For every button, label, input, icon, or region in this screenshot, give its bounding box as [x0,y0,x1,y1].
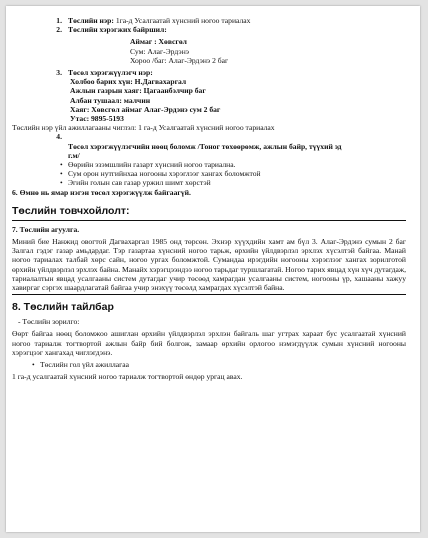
list-item: • Сум орон нутгийнхаа ногооны хэрэглээг хангах боломжтой [40,169,406,178]
implementer-address: Хаяг: Хөвсгөл аймаг Алаг-Эрдэнэ сум 2 баг [70,104,221,114]
item-resources-text: Төсөл хэрэгжүүлэгчийн нөөц боломж /Тоног төхөөрөмж, ажлын байр, түүхий эд [68,141,342,151]
item-project-name: 1. Төслийн нэр: 1га-д Усалгаатай хүнсний ногоо тариалах [56,16,251,25]
implementer-position: Албан тушаал: малчин [70,95,151,105]
goal-label: - Төслийн зорилго: [18,317,80,327]
list-item: • Эгийн голын сав газар уржил шимт хөрстэй [40,178,406,187]
final-line: 1 га-д усалгаатай хүнсний ногоо тариалж тогтвортой өндөр ургац авах. [12,372,243,382]
list-item: • Өөрийн эзэмшлийн газарт хүнсний ногоо тариална. [40,160,406,169]
document-page [6,6,420,532]
implementer-phone: Утас: 9895-5193 [70,114,124,124]
section-summary-heading: Төслийн товчхойлолт: [12,204,130,217]
divider [12,220,406,221]
subsection-content-heading: 7. Төслийн агуулга. [12,224,80,234]
divider [12,294,406,295]
section-explanation-heading: 8. Төслийн тайлбар [12,301,114,314]
content-paragraph: Миний бие Нанжид овогтой Дагвахаргал 1985 онд төрсөн. Эхнэр хүүхдийн хамт ам бүл 3. Алаг-Эрдэнэ сумын 2 баг Залгал гэдэг газар амьдардаг. Тэр газартаа хүнсний ногоо тарьж, өрхийн үйлдвэрлэл эрхлэх хүсэлтэй байгаа. Манай ногоо тариалах талбай хөрс сайн, ногоо ургах боломжтой. Сумандаа ирэгдийн ногооны хэрэглээг хангах зорилготой өрхийн үйлдвэрлэл эрхлэх байна. Манайх хэрэгцээндээ ногоо тарьдаг туршлагатай. Ногоо тарих явцад хүн хүч дутагдаж, тариалалтын явцад усалгааны систем дутагдаг учир төсөөд хамрагдан усалгааны систем, ногооны үр, хашааны хажуу хавиргаг сэргэх шаардлагатай байгаа учир энэхүү төсөлд хамрагдах хүсэлтэй байна. [12,237,406,293]
item-implementer: 3. Төсөл хэрэгжүүлэгч нэр: [56,68,153,78]
item-resources-num: 4. [56,132,62,142]
item-previous-projects: 6. Өмнө нь ямар нэгэн төсөл хэрэгжүүлж байгаагүй. [12,187,191,197]
implementer-workplace: Ажлын газрын хаяг: Цагаанбэлчир баг [70,86,206,96]
document-content [12,16,406,382]
location-aimag: Аймаг : Хөвсгөл [130,37,187,47]
location-horoo: Хороо /баг: Алаг-Эрдэнэ 2 баг [130,55,229,65]
goal-paragraph: Өөрт байгаа нөөц боломжоо ашиглан өрхийн үйлдвэрлэл эрхлэн байгаль шаг угтрах хараат бус усалгаатай хүнсний ногоо тариалж тогтвортой ажлын байр бий болгож, замаар өрхийн орлогоо нэмэгдүүлж сумын хүнсний ногооны хэрэгцээг хангахад чиглэгдэнэ. [12,329,406,357]
activity-line: Төслийн нэр үйл ажиллагааны чиглэл: 1 га-д Усалгаатай хүнсний ногоо тариалах [12,123,275,133]
implementer-contact: Холбоо барих хүн: Н.Дагвахаргал [70,77,187,87]
item-resources-text-cont: г.м/ [68,150,80,160]
item-project-location: 2. Төслийн хэрэгжих байршил: [56,25,167,35]
list-item: • Төслийн гол үйл ажиллагаа [12,360,406,369]
location-sum: Сум: Алаг-Эрдэнэ [130,46,190,56]
